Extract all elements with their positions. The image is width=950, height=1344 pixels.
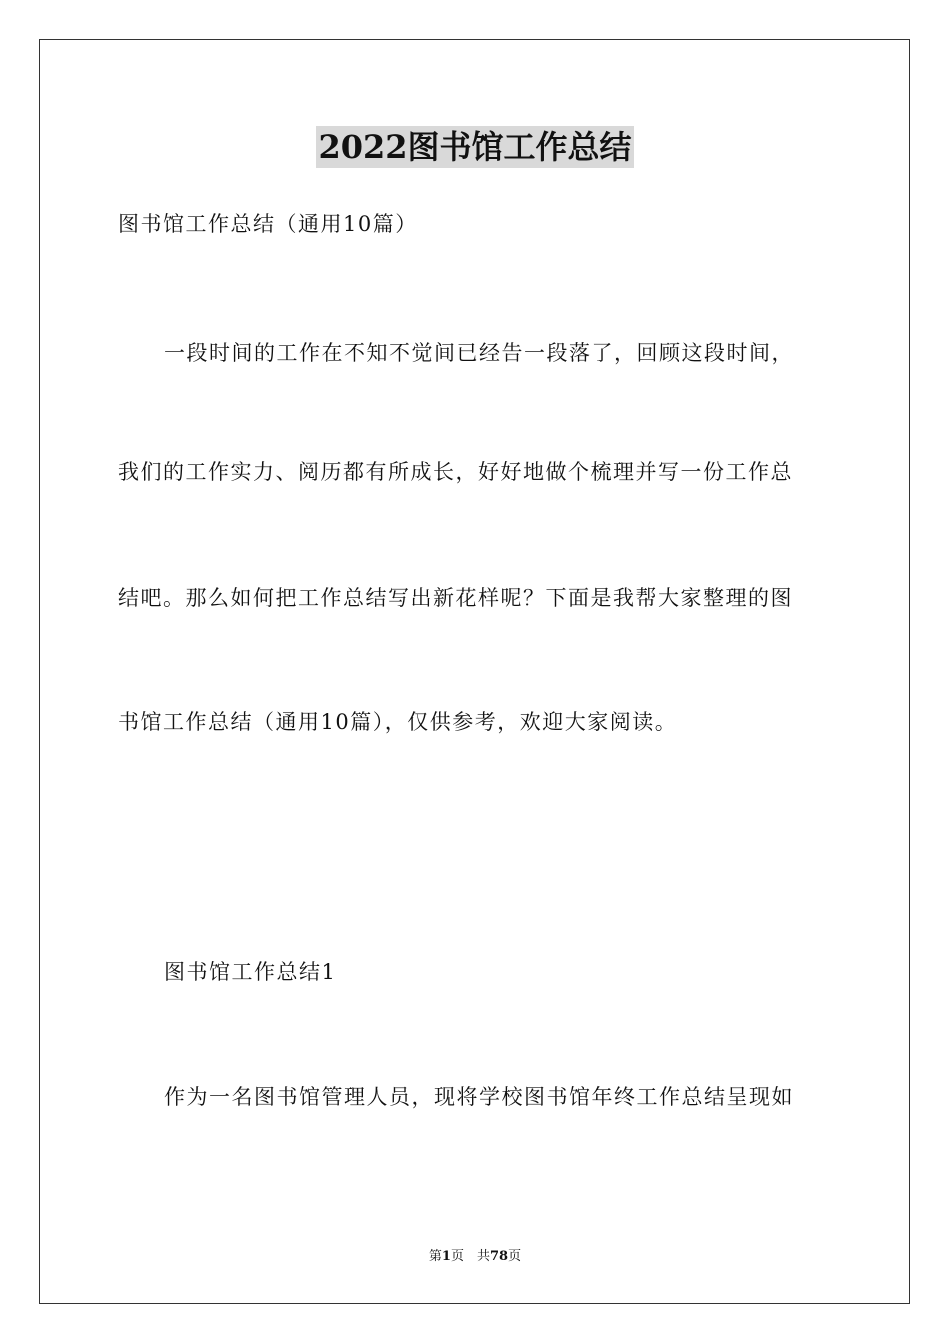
page-footer: [0, 1248, 950, 1266]
document-title: 2022图书馆工作总结: [318, 128, 632, 166]
section-first-line: 作为一名图书馆管理人员，现将学校图书馆年终工作总结呈现如: [164, 1085, 794, 1109]
page-current: 1: [441, 1249, 451, 1264]
document-subtitle: 图书馆工作总结（通用10篇）: [118, 212, 418, 236]
page-mid: 页 共: [450, 1249, 490, 1264]
intro-line-1: 一段时间的工作在不知不觉间已经告一段落了，回顾这段时间，: [164, 341, 794, 365]
page-suffix: 页: [508, 1249, 522, 1264]
title-container: [0, 126, 950, 168]
page-prefix: 第: [428, 1249, 442, 1264]
intro-line-4: 书馆工作总结（通用10篇），仅供参考，欢迎大家阅读。: [118, 710, 678, 734]
intro-line-3: 结吧。那么如何把工作总结写出新花样呢？下面是我帮大家整理的图: [118, 586, 793, 610]
intro-line-2: 我们的工作实力、阅历都有所成长，好好地做个梳理并写一份工作总: [118, 460, 793, 484]
page-total: 78: [489, 1249, 509, 1264]
section-heading: 图书馆工作总结1: [164, 960, 337, 984]
